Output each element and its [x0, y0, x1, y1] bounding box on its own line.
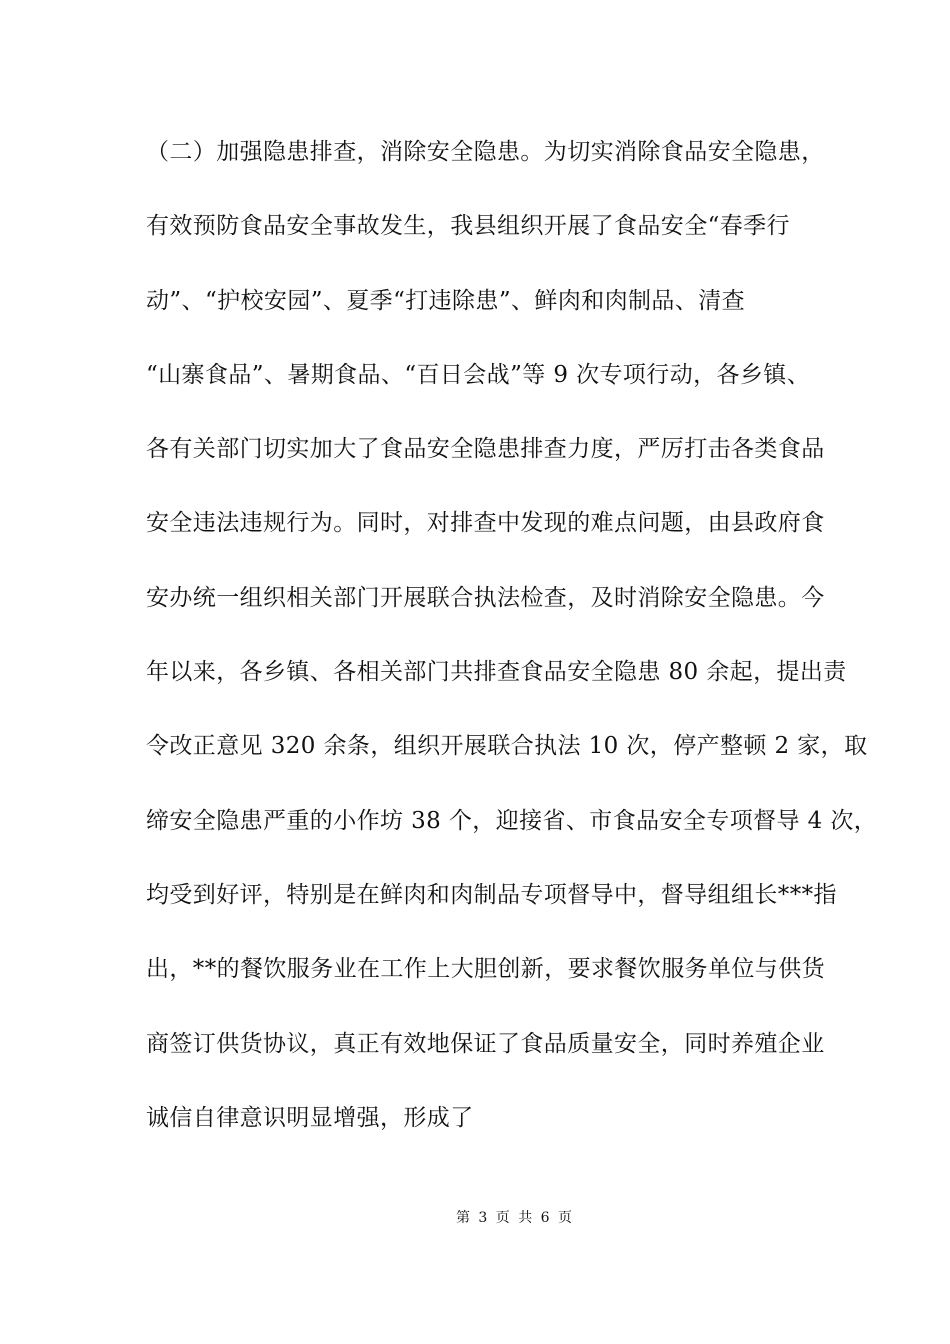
text-line: 出，**的餐饮服务业在工作上大胆创新，要求餐饮服务单位与供货: [146, 956, 825, 983]
text-line: “山寨食品”、暑期食品、“百日会战”等 9 次专项行动，各乡镇、: [146, 361, 811, 388]
text-line: 动”、“护校安园”、夏季“打违除患”、鲜肉和肉制品、清查: [146, 287, 745, 314]
text-line: 有效预防食品安全事故发生，我县组织开展了食品安全“春季行: [146, 213, 790, 240]
text-line: 缔安全隐患严重的小作坊 38 个，迎接省、市食品安全专项督导 4 次，: [146, 807, 878, 834]
text-line: 安办统一组织相关部门开展联合执法检查，及时消除安全隐患。今: [146, 584, 825, 611]
text-line: 均受到好评，特别是在鲜肉和肉制品专项督导中，督导组组长***指: [146, 881, 837, 908]
page-number-footer: 第 3 页 共 6 页: [455, 1210, 575, 1226]
text-line: （二）加强隐患排查，消除安全隐患。为切实消除食品安全隐患，: [146, 139, 825, 165]
text-line: 年以来，各乡镇、各相关部门共排查食品安全隐患 80 余起，提出责: [146, 659, 847, 686]
text-line: 各有关部门切实加大了食品安全隐患排查力度，严厉打击各类食品: [146, 436, 825, 463]
body-paragraph: [146, 126, 878, 1166]
text-line: 商签订供货协议，真正有效地保证了食品质量安全，同时养殖企业: [146, 1030, 825, 1057]
text-line: 令改正意见 320 余条，组织开展联合执法 10 次，停产整顿 2 家，取: [146, 733, 868, 760]
text-line: 安全违法违规行为。同时，对排查中发现的难点问题，由县政府食: [146, 510, 825, 537]
text-line: 诚信自律意识明显增强，形成了: [146, 1104, 474, 1131]
